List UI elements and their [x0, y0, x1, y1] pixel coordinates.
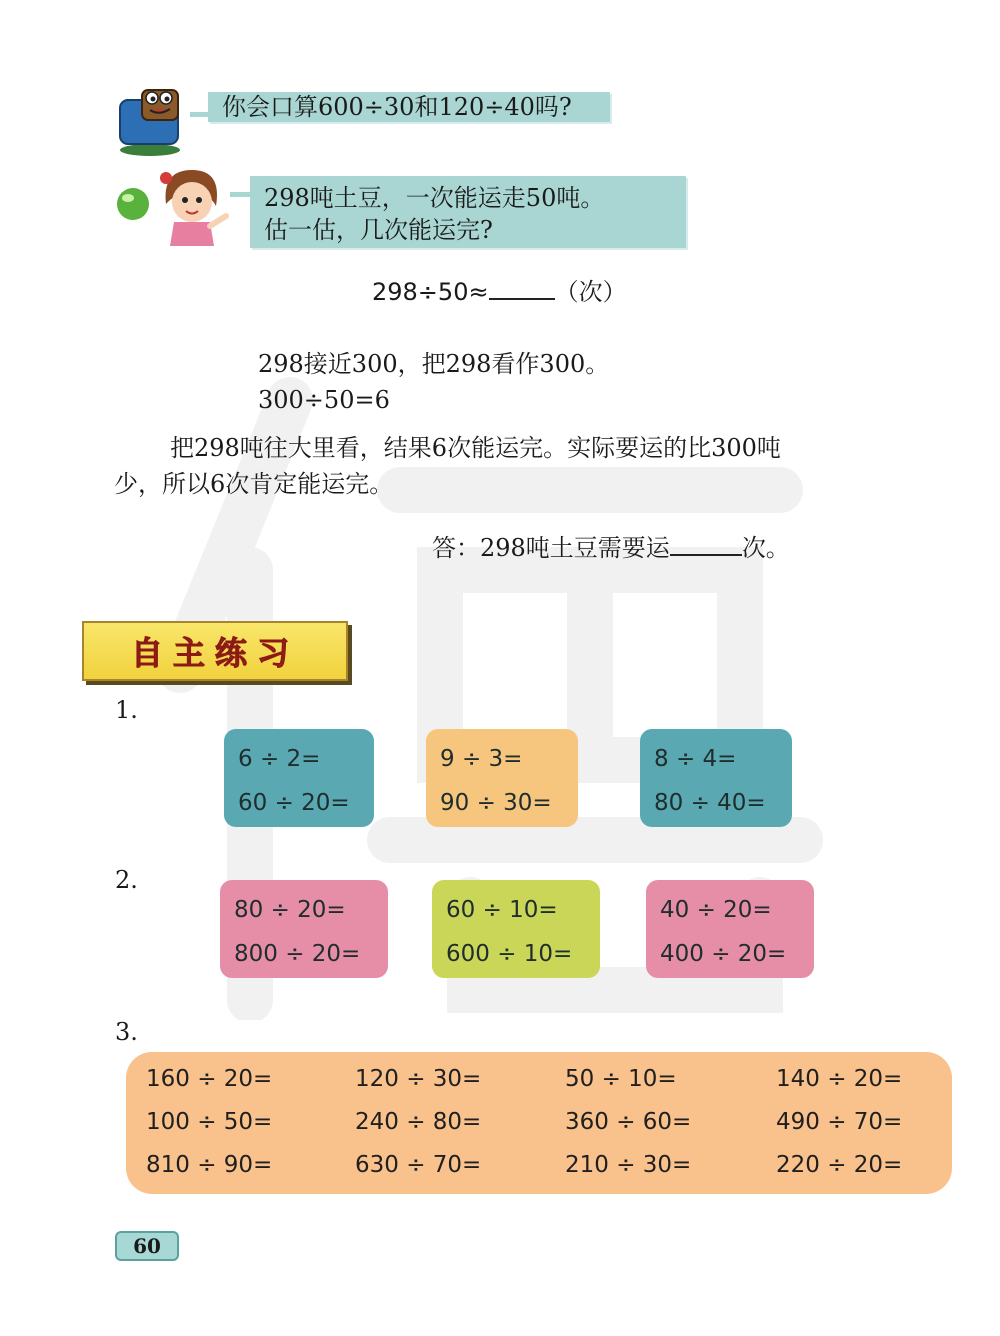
computer-question-text: 你会口算600÷30和120÷40吗?: [222, 93, 572, 121]
estimate-formula: [372, 272, 627, 307]
computer-mascot-icon: [112, 84, 188, 156]
problem: 80 ÷ 20=: [234, 897, 346, 923]
problem: 400 ÷ 20=: [660, 941, 787, 967]
problem: 50 ÷ 10=: [565, 1066, 677, 1092]
exercise-2-card-1: [220, 880, 388, 978]
reasoning-paragraph-1: 把298吨往大里看，结果6次能运完。实际要运的比300吨: [170, 434, 781, 462]
section-title: 自主练习: [130, 634, 299, 672]
estimate-blank: [489, 276, 555, 300]
reasoning-line-1: 298接近300，把298看作300。: [258, 350, 610, 378]
problem: 600 ÷ 10=: [446, 941, 573, 967]
problem: 160 ÷ 20=: [146, 1066, 273, 1092]
girl-character-icon: [152, 164, 232, 246]
answer-suffix: 次。: [741, 534, 790, 562]
answer-line: [432, 530, 790, 566]
section-title-banner: [82, 621, 348, 681]
exercise-3-card: [126, 1052, 952, 1194]
problem: 800 ÷ 20=: [234, 941, 361, 967]
problem: 810 ÷ 90=: [146, 1152, 273, 1178]
problem: 240 ÷ 80=: [355, 1109, 482, 1135]
problem: 360 ÷ 60=: [565, 1109, 692, 1135]
problem: 60 ÷ 20=: [238, 790, 350, 816]
problem: 100 ÷ 50=: [146, 1109, 273, 1135]
girl-line-2: 估一估，几次能运完?: [264, 216, 493, 244]
computer-speech-bubble: [208, 92, 610, 122]
problem: 8 ÷ 4=: [654, 746, 737, 772]
problem: 60 ÷ 10=: [446, 897, 558, 923]
estimate-unit: （次）: [554, 278, 627, 306]
page-number: 60: [115, 1231, 179, 1261]
problem: 90 ÷ 30=: [440, 790, 552, 816]
problem: 6 ÷ 2=: [238, 746, 321, 772]
girl-line-1: 298吨土豆，一次能运走50吨。: [264, 184, 605, 212]
green-ball-icon: [115, 186, 151, 222]
problem: 210 ÷ 30=: [565, 1152, 692, 1178]
girl-speech-bubble: [250, 176, 686, 248]
exercise-2-number: 2.: [115, 866, 138, 894]
exercise-2-card-3: [646, 880, 814, 978]
problem: 140 ÷ 20=: [776, 1066, 903, 1092]
exercise-2-card-2: [432, 880, 600, 978]
exercise-1-number: 1.: [115, 696, 138, 724]
answer-blank: [670, 532, 742, 556]
exercise-3-number: 3.: [115, 1018, 138, 1046]
problem: 490 ÷ 70=: [776, 1109, 903, 1135]
exercise-1-card-3: [640, 729, 792, 827]
problem: 9 ÷ 3=: [440, 746, 523, 772]
reasoning-paragraph-2: 少，所以6次肯定能运完。: [114, 470, 394, 498]
problem: 40 ÷ 20=: [660, 897, 772, 923]
problem: 630 ÷ 70=: [355, 1152, 482, 1178]
problem: 220 ÷ 20=: [776, 1152, 903, 1178]
exercise-1-card-2: [426, 729, 578, 827]
estimate-expression: 298÷50≈: [372, 278, 489, 306]
problem: 80 ÷ 40=: [654, 790, 766, 816]
answer-prefix: 答：298吨土豆需要运: [432, 534, 670, 562]
exercise-1-card-1: [224, 729, 374, 827]
problem: 120 ÷ 30=: [355, 1066, 482, 1092]
reasoning-line-2: 300÷50=6: [258, 386, 390, 414]
